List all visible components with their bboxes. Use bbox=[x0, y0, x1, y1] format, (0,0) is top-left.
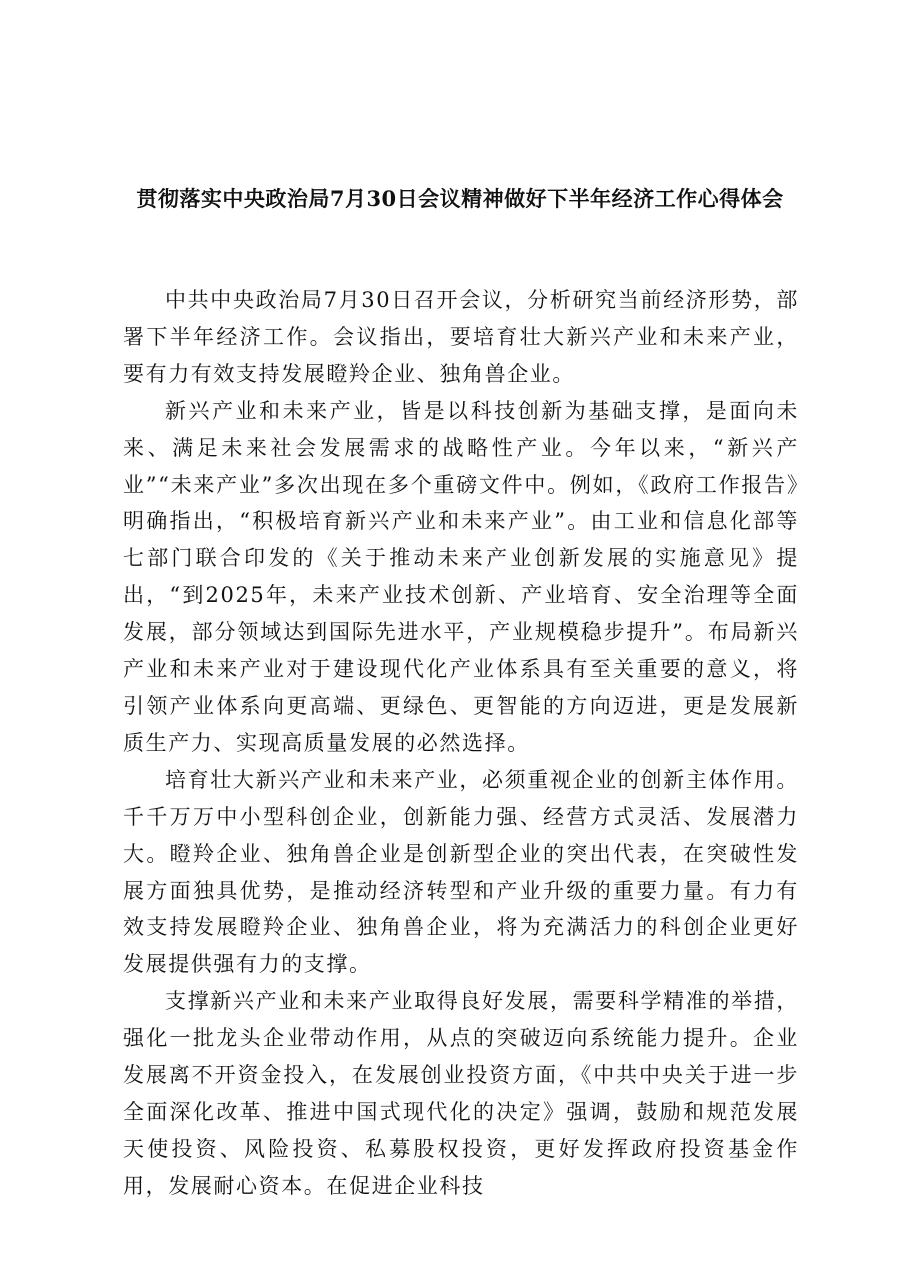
paragraph-1: 中共中央政治局7月30日召开会议，分析研究当前经济形势，部署下半年经济工作。会议指出，要培育壮大新兴产业和未来产业，要有力有效支持发展瞪羚企业、独角兽企业。 bbox=[123, 288, 799, 386]
paragraph-3: 培育壮大新兴产业和未来产业，必须重视企业的创新主体作用。千千万万中小型科创企业，创新能力强、经营方式灵活、发展潜力大。瞪羚企业、独角兽企业是创新型企业的突出代表，在突破性发展方面独具优势，是推动经济转型和产业升级的重要力量。有力有效支持发展瞪羚企业、独角兽企业，将为充满活力的科创企业更好发展提供强有力的支撑。 bbox=[123, 767, 799, 977]
document-title: 贯彻落实中央政治局7月30日会议精神做好下半年经济工作心得体会 bbox=[136, 186, 784, 211]
paragraph-2: 新兴产业和未来产业，皆是以科技创新为基础支撑，是面向未来、满足未来社会发展需求的战略性产业。今年以来，“新兴产业”“未来产业”多次出现在多个重磅文件中。例如，《政府工作报告》明确指出，“积极培育新兴产业和未来产业”。由工业和信息化部等七部门联合印发的《关于推动未来产业创新发展的实施意见》提出，“到2025年，未来产业技术创新、产业培育、安全治理等全面发展，部分领域达到国际先进水平，产业规模稳步提升”。布局新兴产业和未来产业对于建设现代化产业体系具有至关重要的意义，将引领产业体系向更高端、更绿色、更智能的方向迈进，更是发展新质生产力、实现高质量发展的必然选择。 bbox=[123, 398, 799, 755]
paragraph-4: 支撑新兴产业和未来产业取得良好发展，需要科学精准的举措，强化一批龙头企业带动作用，从点的突破迈向系统能力提升。企业发展离不开资金投入，在发展创业投资方面，《中共中央关于进一步全面深化改革、推进中国式现代化的决定》强调，鼓励和规范发展天使投资、风险投资、私募股权投资，更好发挥政府投资基金作用，发展耐心资本。在促进企业科技 bbox=[123, 989, 799, 1198]
document-body bbox=[123, 282, 799, 1205]
